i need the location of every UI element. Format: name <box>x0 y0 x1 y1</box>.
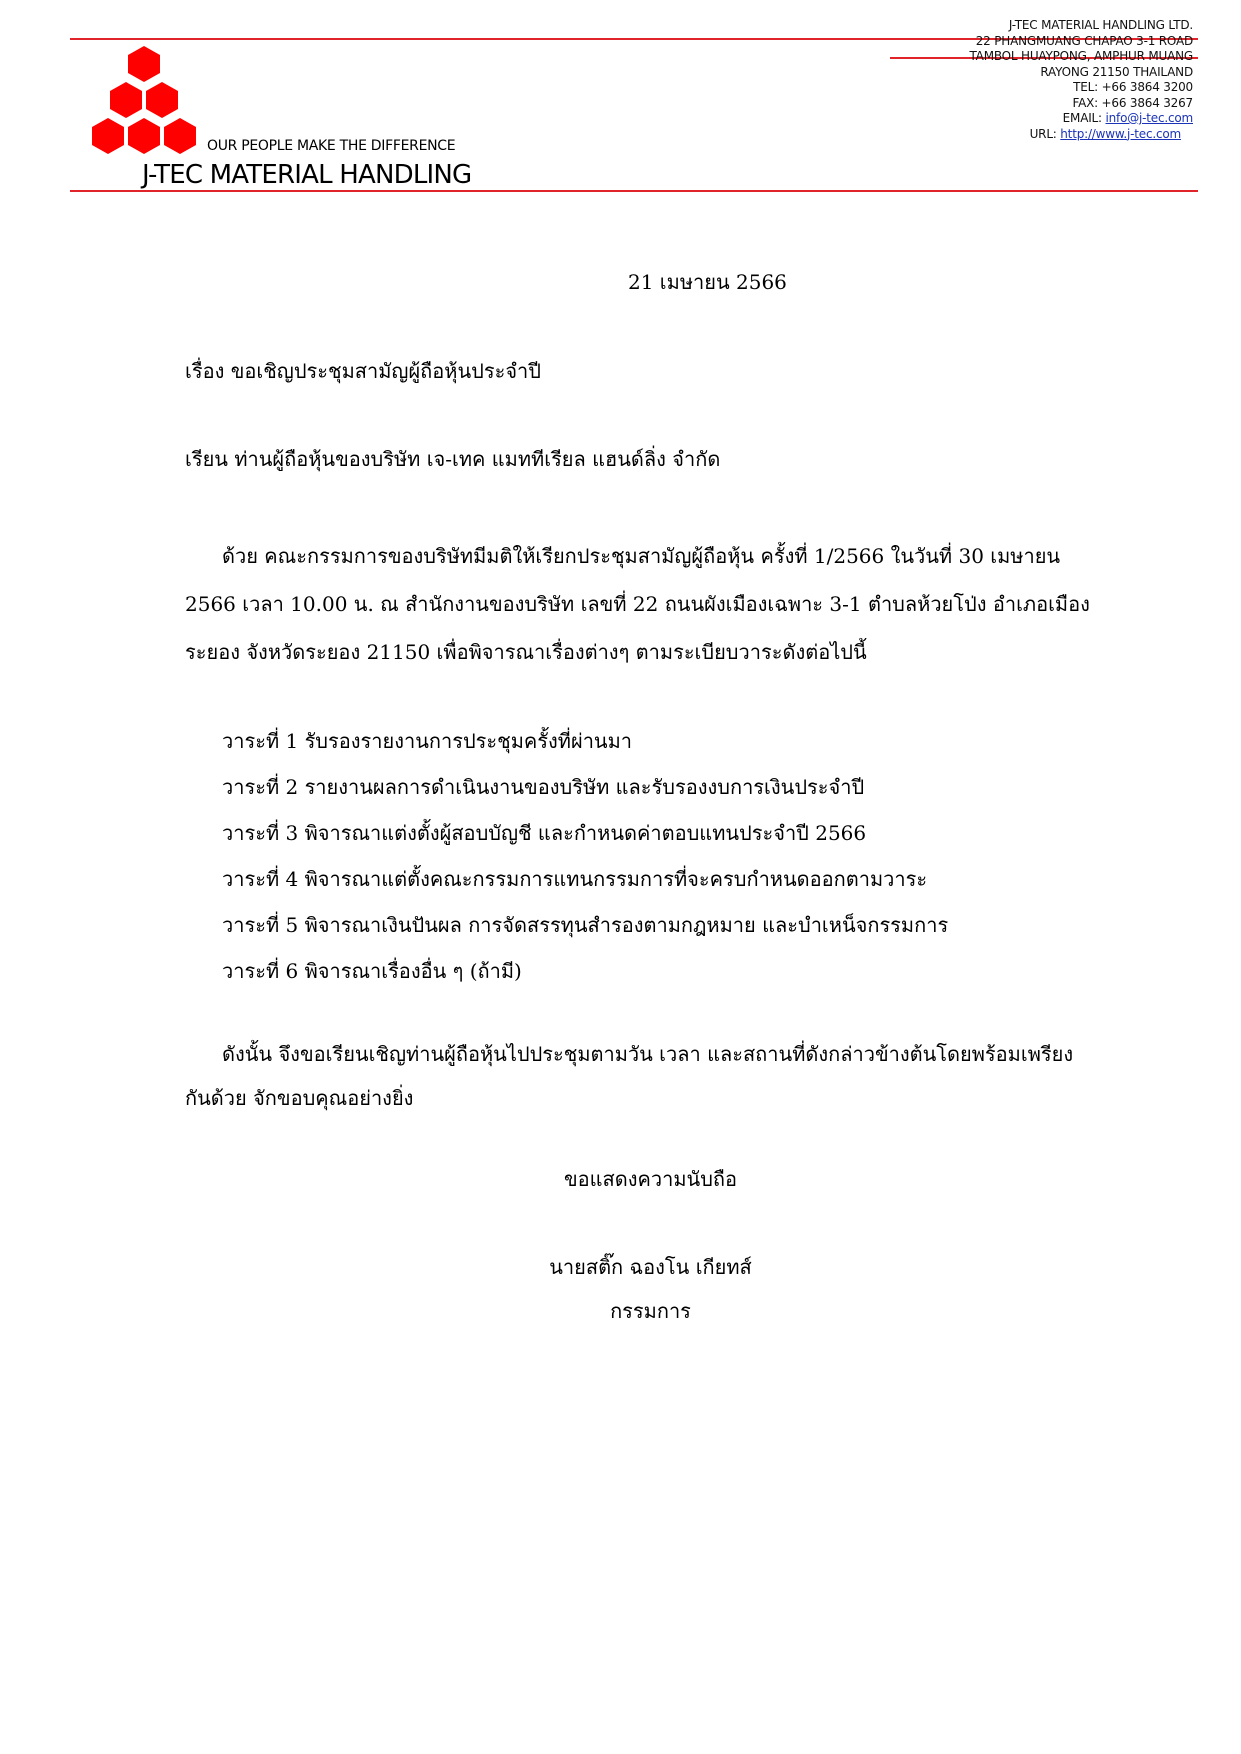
regards-text: ขอแสดงความนับถือ <box>563 1167 738 1191</box>
agenda-item: วาระที่ 6 พิจารณาเรื่องอื่น ๆ (ถ้ามี) <box>222 959 522 983</box>
url-label: URL: <box>1029 126 1057 141</box>
logo-hexagon <box>164 118 196 154</box>
paragraph-line: ระยอง จังหวัดระยอง 21150 เพื่อพิจารณาเรื่องต่างๆ ตามระเบียบวาระดังต่อไปนี้ <box>185 640 867 664</box>
address-line: TAMBOL HUAYPONG, AMPHUR MUANG <box>969 49 1193 63</box>
logo-hexagon <box>128 118 160 154</box>
regards <box>0 1163 1241 1195</box>
paragraph-line: ด้วย คณะกรรมการของบริษัทมีมติให้เรียกประชุมสามัญผู้ถือหุ้น ครั้งที่ 1/2566 ในวันที่ 30 เมษายน <box>222 544 1061 568</box>
agenda-item: วาระที่ 3 พิจารณาแต่งตั้งผู้สอบบัญชี และกำหนดค่าตอบแทนประจำปี 2566 <box>222 821 867 845</box>
company-brand-name: J-TEC MATERIAL HANDLING <box>142 160 472 190</box>
signer-title: กรรมการ <box>610 1299 691 1323</box>
email-line <box>853 111 1193 127</box>
url-line <box>853 127 1193 143</box>
paragraph-line: กันด้วย จักขอบคุณอย่างยิ่ง <box>185 1086 414 1110</box>
address-line: RAYONG 21150 THAILAND <box>1040 64 1193 79</box>
agenda-item: วาระที่ 4 พิจารณาแต่ตั้งคณะกรรมการแทนกรรมการที่จะครบกำหนดออกตามวาระ <box>222 867 928 891</box>
email-label: EMAIL: <box>1062 111 1102 125</box>
website-link[interactable]: http://www.j-tec.com <box>1060 126 1181 141</box>
signer-name: นายสติ๊ก ฉองโน เกียทส์ <box>549 1255 752 1279</box>
letter-salutation: เรียน ท่านผู้ถือหุ้นของบริษัท เจ-เทค แมททีเรียล แฮนด์ลิ่ง จำกัด <box>185 447 721 471</box>
agenda-list <box>222 718 948 994</box>
fax: FAX: +66 3864 3267 <box>1072 95 1193 110</box>
paragraph-line: ดังนั้น จึงขอเรียนเชิญท่านผู้ถือหุ้นไปประชุมตามวัน เวลา และสถานที่ดังกล่าวข้างต้นโดยพร้อมเพรียง <box>222 1042 1074 1066</box>
company-slogan: OUR PEOPLE MAKE THE DIFFERENCE <box>207 138 456 154</box>
header-bottom-rule <box>70 190 1198 192</box>
address-line: 22 PHANGMUANG CHAPAO 3-1 ROAD <box>975 33 1193 48</box>
logo-hexagon <box>92 118 124 154</box>
letter-date: 21 เมษายน 2566 <box>628 270 787 294</box>
agenda-item: วาระที่ 5 พิจารณาเงินปันผล การจัดสรรทุนสำรองตามกฎหมาย และบำเหน็จกรรมการ <box>222 913 949 937</box>
signer-role <box>0 1295 1241 1327</box>
logo-hexagon <box>128 46 160 82</box>
company-name: J-TEC MATERIAL HANDLING LTD. <box>1008 18 1193 32</box>
logo-hexagon <box>146 82 178 118</box>
signer <box>0 1251 1241 1283</box>
email-link[interactable]: info@j-tec.com <box>1105 111 1193 125</box>
logo-hexagon <box>110 82 142 118</box>
company-address-block <box>853 18 1193 142</box>
intro-paragraph <box>185 532 1105 676</box>
red-hexagon-pyramid-logo-icon <box>88 44 200 156</box>
closing-paragraph <box>185 1032 1073 1120</box>
paragraph-line: 2566 เวลา 10.00 น. ณ สำนักงานของบริษัท เลขที่ 22 ถนนผังเมืองเฉพาะ 3-1 ตำบลห้วยโป่ง อำเภอเมือง <box>185 592 1090 616</box>
agenda-item: วาระที่ 2 รายงานผลการดำเนินงานของบริษัท และรับรองงบการเงินประจำปี <box>222 775 865 799</box>
agenda-item: วาระที่ 1 รับรองรายงานการประชุมครั้งที่ผ่านมา <box>222 729 633 753</box>
telephone: TEL: +66 3864 3200 <box>1073 80 1193 94</box>
letter-subject: เรื่อง ขอเชิญประชุมสามัญผู้ถือหุ้นประจำปี <box>185 359 541 383</box>
